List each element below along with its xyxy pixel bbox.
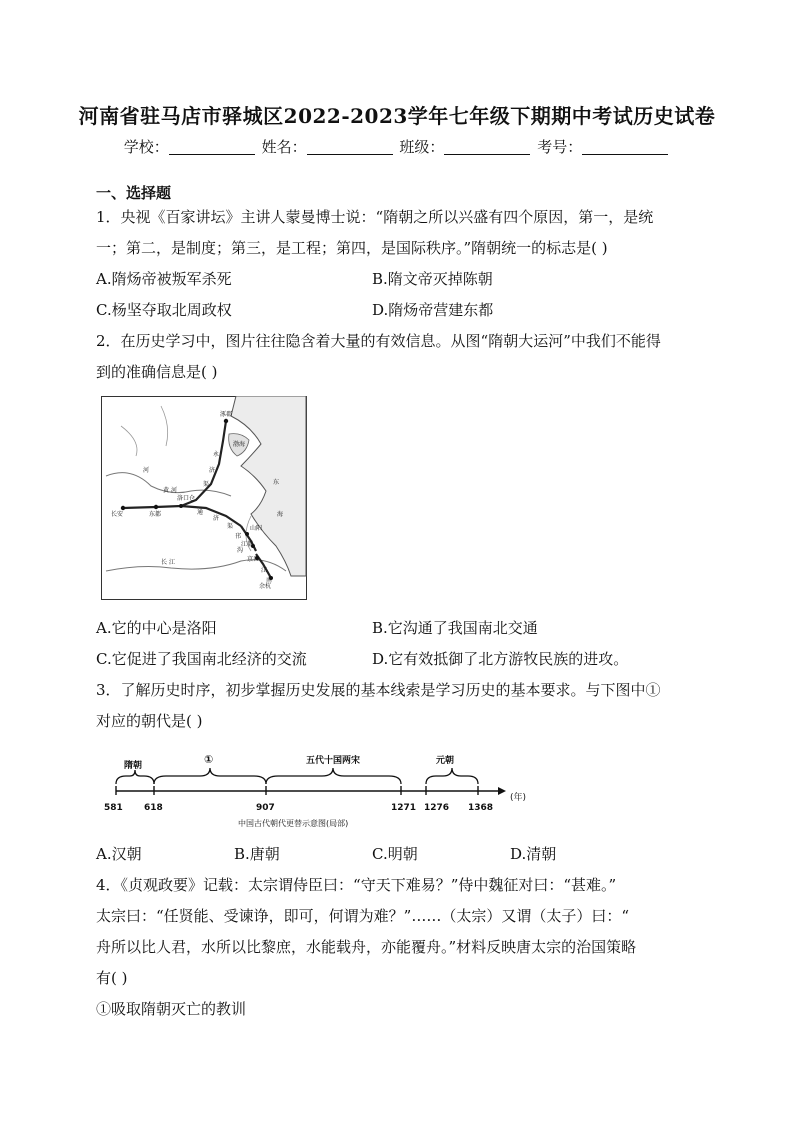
bracket-song (266, 768, 401, 784)
grand-canal-map (101, 396, 307, 600)
q1-option-d[interactable]: D.隋炀帝营建东都 (372, 301, 494, 319)
year-907: 907 (256, 803, 275, 813)
year-581: 581 (104, 803, 123, 813)
bracket-circle1 (154, 768, 266, 784)
bracket-sui (116, 770, 154, 784)
q4-line-2: 太宗曰：“任贤能、受谏诤，即可，何谓为难？”……（太宗）又谓（太子）曰：“ (96, 907, 630, 925)
q2-option-b[interactable]: B.它沟通了我国南北交通 (372, 619, 538, 637)
number-label: 考号： (537, 138, 583, 156)
label-yuhang: 余杭 (259, 583, 272, 590)
q3-option-b[interactable]: B.唐朝 (234, 845, 280, 863)
q4-line-4: 有( ) (96, 969, 128, 987)
label-yellow-huang: 黄 (163, 487, 170, 494)
q3-option-c[interactable]: C.明朝 (372, 845, 418, 863)
student-info (0, 136, 794, 157)
label-yangtze-chang: 长 (161, 559, 168, 566)
label-canal-tong: 通 (197, 509, 204, 516)
q4-line-3: 舟所以比人君，水所以比黎庶，水能载舟，亦能覆舟。”材料反映唐太宗的治国策略 (96, 938, 637, 956)
label-jiangdu: 江都 (241, 541, 254, 548)
label-canal-ji2: 济 (213, 515, 220, 522)
timeline-arrow (498, 787, 506, 795)
section-heading: 一、选择题 (96, 184, 172, 202)
name-blank[interactable] (307, 140, 393, 155)
q2-option-a[interactable]: A.它的中心是洛阳 (96, 619, 217, 637)
label-bohai: 渤海 (233, 441, 246, 448)
q3-line-2: 对应的朝代是( ) (96, 712, 203, 730)
label-canal-yong: 永 (213, 451, 220, 458)
label-canal-gou: 沟 (237, 547, 244, 554)
year-1276: 1276 (424, 803, 450, 813)
class-label: 班级： (399, 138, 445, 156)
year-1368: 1368 (468, 803, 494, 813)
label-yangtze-jiang: 江 (169, 559, 176, 566)
label-luokoucang: 洛口仓 (177, 495, 196, 502)
label-yellow-he: 河 (171, 487, 178, 494)
label-canal-nan: 南 (266, 577, 273, 584)
city-dongdu (154, 505, 158, 509)
label-river-he: 河 (143, 467, 150, 474)
label-shanyang: 山阳 (250, 525, 263, 532)
number-blank[interactable] (582, 140, 668, 155)
city-luokoucang (179, 504, 183, 508)
class-blank[interactable] (444, 140, 530, 155)
q2-line-1: 2．在历史学习中，图片往往隐含着大量的有效信息。从图“隋朝大运河”中我们不能得 (96, 332, 661, 350)
label-circle1: ① (204, 753, 214, 766)
city-shanyang (245, 532, 249, 536)
school-label: 学校： (123, 138, 169, 156)
q3-line-1: 3．了解历史时序，初步掌握历史发展的基本线索是学习历史的基本要求。与下图中① (96, 681, 661, 699)
q3-option-a[interactable]: A.汉朝 (96, 845, 142, 863)
q4-line-1: 4．《贞观政要》记载：太宗谓侍臣曰：“守天下难易？”侍中魏征对曰：“甚难。” (96, 876, 617, 894)
label-song: 五代十国两宋 (306, 756, 361, 766)
label-changan: 长安 (111, 511, 124, 518)
dynasty-timeline (96, 748, 546, 830)
q1-option-b[interactable]: B.隋文帝灭掉陈朝 (372, 270, 493, 288)
label-canal-han: 邗 (235, 533, 242, 540)
city-zhuojun (224, 419, 228, 423)
timeline-caption: 中国古代朝代更替示意图(局部) (238, 819, 349, 828)
label-sui: 隋朝 (124, 761, 143, 771)
city-changan (121, 506, 125, 510)
q1-line-1: 1．央视《百家讲坛》主讲人蒙曼博士说：“隋朝之所以兴盛有四个原因，第一，是统 (96, 208, 654, 226)
label-canal-qu2: 渠 (227, 523, 234, 530)
label-canal-ji1: 济 (209, 467, 216, 474)
year-1271: 1271 (391, 803, 417, 813)
exam-title: 河南省驻马店市驿城区2022-2023学年七年级下期期中考试历史试卷 (78, 104, 716, 128)
q4-line-5: ①吸取隋朝灭亡的教训 (96, 1000, 247, 1018)
q1-option-c[interactable]: C.杨坚夺取北周政权 (96, 301, 232, 319)
label-jingkou: 京口 (247, 556, 260, 563)
label-east: 东 (273, 479, 280, 486)
q2-line-2: 到的准确信息是( ) (96, 363, 218, 381)
label-canal-qu1: 渠 (203, 481, 210, 488)
year-618: 618 (144, 803, 163, 813)
label-dongdu: 东都 (149, 511, 162, 518)
label-zhuojun: 涿郡 (220, 411, 233, 418)
q2-option-d[interactable]: D.它有效抵御了北方游牧民族的进攻。 (372, 650, 629, 668)
q1-line-2: 一；第二，是制度；第三，是工程；第四，是国际秩序。”隋朝统一的标志是( ) (96, 239, 608, 257)
name-label: 姓名： (261, 138, 307, 156)
label-canal-jiang: 江 (261, 567, 268, 574)
timeline-unit: (年) (510, 793, 527, 803)
q2-option-c[interactable]: C.它促进了我国南北经济的交流 (96, 650, 307, 668)
school-blank[interactable] (169, 140, 255, 155)
label-yuan: 元朝 (436, 756, 455, 766)
q1-option-a[interactable]: A.隋炀帝被叛军杀死 (96, 270, 232, 288)
label-sea: 海 (277, 511, 284, 518)
q3-option-d[interactable]: D.清朝 (510, 845, 557, 863)
bracket-yuan (426, 768, 478, 784)
